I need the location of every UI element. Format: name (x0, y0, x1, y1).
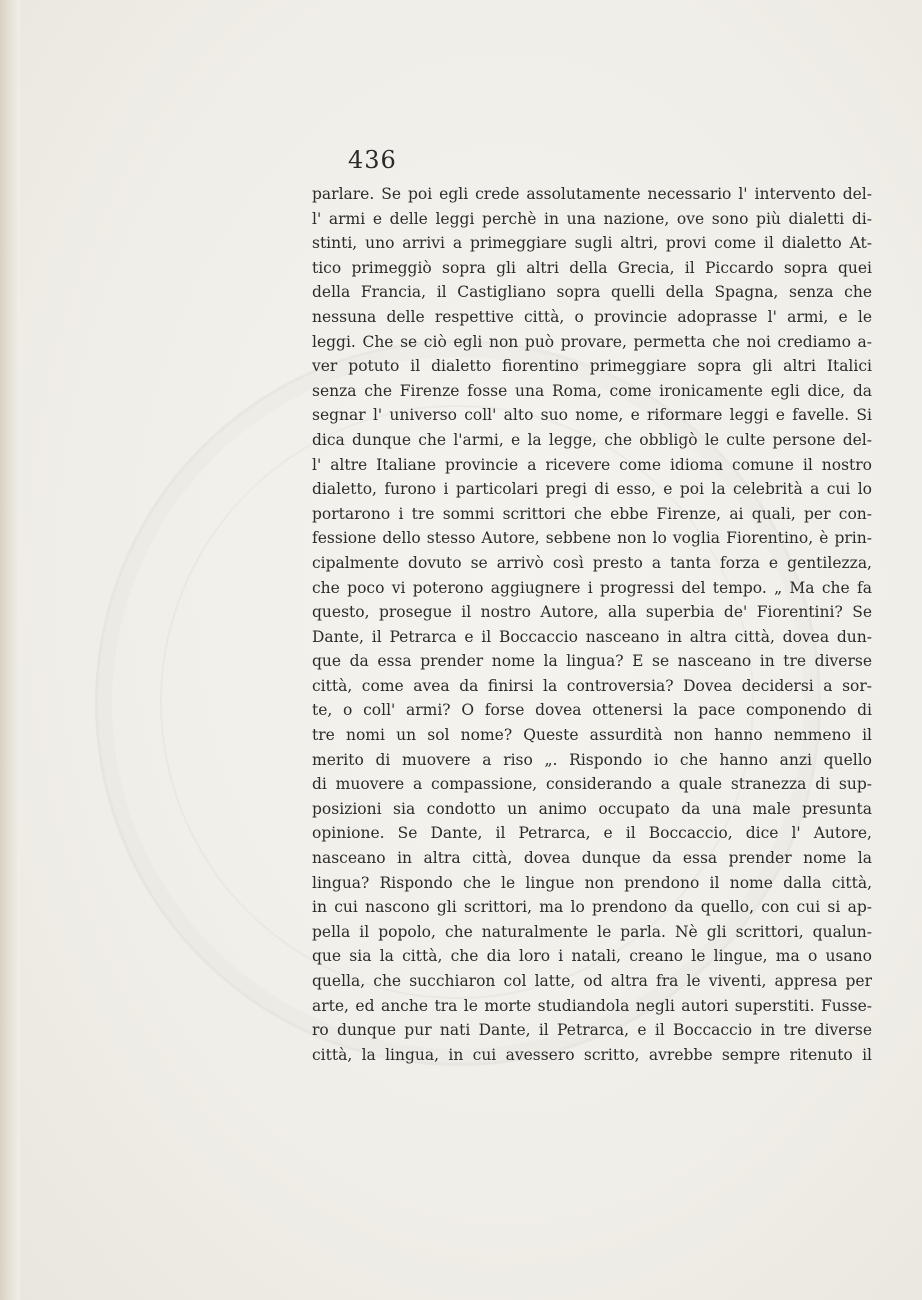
text-line: merito di muovere a riso „. Rispondo io che hanno anzi quello (312, 750, 872, 769)
text-line: ro dunque pur nati Dante, il Petrarca, e il Boccaccio in tre diverse (312, 1021, 872, 1040)
text-line: que sia la città, che dia loro i natali, creano le lingue, ma o usano (312, 947, 872, 966)
page-number: 436 (348, 146, 397, 174)
text-line: posizioni sia condotto un animo occupato da una male presunta (312, 799, 872, 818)
text-line: di muovere a compassione, considerando a quale stranezza di sup- (312, 775, 872, 794)
text-line: tico primeggiò sopra gli altri della Grecia, il Piccardo sopra quei (312, 258, 872, 277)
text-line: cipalmente dovuto se arrivò così presto a tanta forza e gentilezza, (312, 553, 872, 572)
text-line: questo, prosegue il nostro Autore, alla superbia de' Fiorentini? Se (312, 603, 872, 622)
text-line: l' altre Italiane provincie a ricevere come idioma comune il nostro (312, 455, 872, 474)
text-line: te, o coll' armi? O forse dovea ottenersi la pace componendo di (312, 701, 872, 720)
text-line: portarono i tre sommi scrittori che ebbe Firenze, ai quali, per con- (312, 504, 872, 523)
text-line: opinione. Se Dante, il Petrarca, e il Boccaccio, dice l' Autore, (312, 824, 872, 843)
text-line: città, la lingua, in cui avessero scritto, avrebbe sempre ritenuto il (312, 1045, 872, 1064)
text-line: stinti, uno arrivi a primeggiare sugli altri, provi come il dialetto At- (312, 234, 872, 253)
text-line: fessione dello stesso Autore, sebbene non lo voglia Fiorentino, è prin- (312, 529, 872, 548)
text-line: nasceano in altra città, dovea dunque da essa prender nome la (312, 849, 872, 868)
page-binding-edge (0, 0, 20, 1300)
text-line: leggi. Che se ciò egli non può provare, permetta che noi crediamo a- (312, 332, 872, 351)
text-line: l' armi e delle leggi perchè in una nazione, ove sono più dialetti di- (312, 209, 872, 228)
text-line: pella il popolo, che naturalmente le parla. Nè gli scrittori, qualun- (312, 922, 872, 941)
text-line: città, come avea da finirsi la controversia? Dovea decidersi a sor- (312, 676, 872, 695)
text-line: dica dunque che l'armi, e la legge, che obbligò le culte persone del- (312, 430, 872, 449)
text-line: Dante, il Petrarca e il Boccaccio nasceano in altra città, dovea dun- (312, 627, 872, 646)
text-line: che poco vi poterono aggiugnere i progressi del tempo. „ Ma che fa (312, 578, 872, 597)
body-text (312, 182, 872, 1067)
text-line: in cui nascono gli scrittori, ma lo prendono da quello, con cui si ap- (312, 898, 872, 917)
text-line: dialetto, furono i particolari pregi di esso, e poi la celebrità a cui lo (312, 480, 872, 499)
text-line: que da essa prender nome la lingua? E se nasceano in tre diverse (312, 652, 872, 671)
text-line: quella, che succhiaron col latte, od altra fra le viventi, appresa per (312, 972, 872, 990)
text-line: della Francia, il Castigliano sopra quelli della Spagna, senza che (312, 283, 872, 302)
text-line: parlare. Se poi egli crede assolutamente necessario l' intervento del- (312, 185, 872, 203)
text-line: lingua? Rispondo che le lingue non prendono il nome dalla città, (312, 873, 872, 892)
text-line: senza che Firenze fosse una Roma, come ironicamente egli dice, da (312, 381, 872, 400)
text-line: ver potuto il dialetto fiorentino primeggiare sopra gli altri Italici (312, 357, 872, 376)
text-line: arte, ed anche tra le morte studiandola negli autori superstiti. Fusse- (312, 996, 872, 1015)
text-line: segnar l' universo coll' alto suo nome, e riformare leggi e favelle. Si (312, 406, 872, 425)
text-line: nessuna delle respettive città, o provincie adoprasse l' armi, e le (312, 307, 872, 326)
text-line: tre nomi un sol nome? Queste assurdità non hanno nemmeno il (312, 726, 872, 745)
